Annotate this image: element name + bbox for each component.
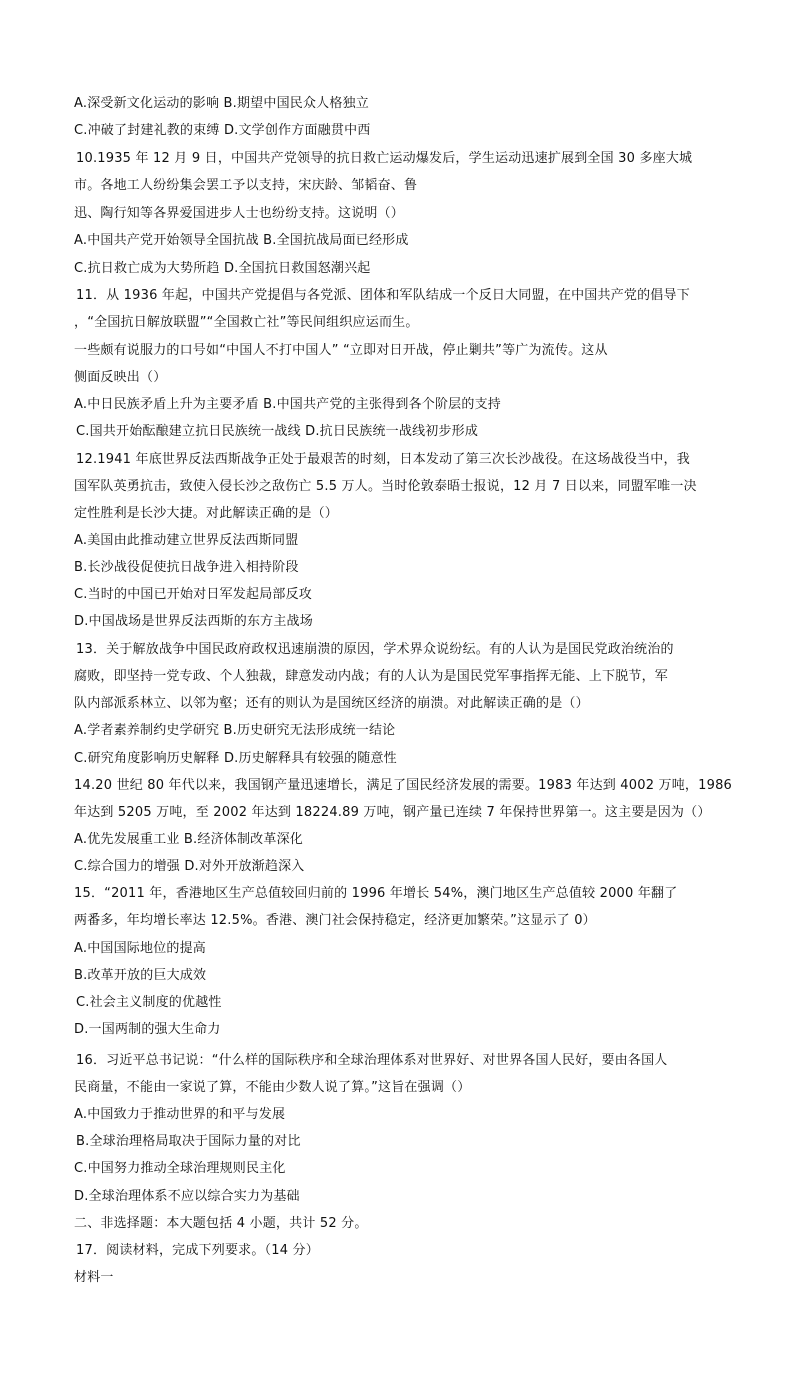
q13-options-cd: C.研究角度影响历史解释 D.历史解释具有较强的随意性 — [74, 751, 397, 766]
q12-stem-line-1: 12.1941 年底世界反法西斯战争正处于最艰苦的时刻，日本发动了第三次长沙战役。在这场战役当中，我 — [76, 452, 690, 467]
q11-stem-line-4: 侧面反映出（） — [74, 370, 167, 385]
material-one-label: 材料一 — [74, 1270, 114, 1285]
q15-option-c: C.社会主义制度的优越性 — [76, 995, 222, 1010]
q9-options-cd: C.冲破了封建礼教的束缚 D.文学创作方面融贯中西 — [74, 123, 371, 138]
q15-stem-line-2: 两番多，年均增长率达 12.5%。香港、澳门社会保持稳定，经济更加繁荣。”这显示了 0） — [74, 913, 596, 928]
q16-option-d: D.全球治理体系不应以综合实力为基础 — [74, 1189, 300, 1204]
q13-stem-line-3: 队内部派系林立、以邻为壑；还有的则认为是国统区经济的崩溃。对此解读正确的是（） — [74, 696, 589, 711]
q16-stem-line-1: 16．习近平总书记说：“什么样的国际秩序和全球治理体系对世界好、对世界各国人民好，要由各国人 — [76, 1053, 668, 1068]
q12-stem-line-3: 定性胜利是长沙大捷。对此解读正确的是（） — [74, 506, 339, 521]
q10-stem-line-2: 市。各地工人纷纷集会罢工予以支持，宋庆龄、邹韬奋、鲁 — [74, 178, 418, 193]
q16-option-c: C.中国努力推动全球治理规则民主化 — [74, 1161, 286, 1176]
q14-stem-line-2: 年达到 5205 万吨，至 2002 年达到 18224.89 万吨，钢产量已连续 7 年保持世界第一。这主要是因为（） — [74, 805, 711, 820]
q15-option-a: A.中国国际地位的提高 — [74, 941, 206, 956]
q15-stem-line-1: 15．“2011 年，香港地区生产总值较回归前的 1996 年增长 54%，澳门地区生产总值较 2000 年翻了 — [74, 886, 678, 901]
q12-stem-line-2: 国军队英勇抗击，致使入侵长沙之敌伤亡 5.5 万人。当时伦敦泰晤士报说，12 月 7 日以来，同盟军唯一决 — [74, 479, 697, 494]
q15-option-d: D.一国两制的强大生命力 — [74, 1022, 221, 1037]
q12-option-a: A.美国由此推动建立世界反法西斯同盟 — [74, 533, 299, 548]
q14-options-cd: C.综合国力的增强 D.对外开放渐趋深入 — [74, 859, 305, 874]
q14-options-ab: A.优先发展重工业 B.经济体制改革深化 — [74, 832, 303, 847]
q11-options-ab: A.中日民族矛盾上升为主要矛盾 B.中国共产党的主张得到各个阶层的支持 — [74, 397, 501, 412]
q16-stem-line-2: 民商量，不能由一家说了算，不能由少数人说了算。”这旨在强调（） — [74, 1080, 471, 1095]
q11-stem-line-2: ，“全国抗日解放联盟”“全国救亡社”等民间组织应运而生。 — [74, 315, 419, 330]
q11-stem-line-3: 一些颇有说服力的口号如“中国人不打中国人” “立即对日开战，停止剿共”等广为流传。这从 — [74, 343, 608, 358]
q12-option-b: B.长沙战役促使抗日战争进入相持阶段 — [74, 560, 299, 575]
q11-stem-line-1: 11．从 1936 年起，中国共产党提倡与各党派、团体和军队结成一个反日大同盟，在中国共产党的倡导下 — [76, 288, 690, 303]
section-two-heading: 二、非选择题：本大题包括 4 小题，共计 52 分。 — [74, 1216, 368, 1231]
q13-options-ab: A.学者素养制约史学研究 B.历史研究无法形成统一结论 — [74, 723, 396, 738]
q12-option-d: D.中国战场是世界反法西斯的东方主战场 — [74, 614, 313, 629]
q13-stem-line-2: 腐败，即坚持一党专政、个人独裁，肆意发动内战；有的人认为是国民党军事指挥无能、上下脱节，军 — [74, 669, 669, 684]
q16-option-b: B.全球治理格局取决于国际力量的对比 — [76, 1134, 301, 1149]
q9-options-ab: A.深受新文化运动的影响 B.期望中国民众人格独立 — [74, 96, 369, 111]
q13-stem-line-1: 13．关于解放战争中国民政府政权迅速崩溃的原因，学术界众说纷纭。有的人认为是国民党政治统治的 — [76, 642, 674, 657]
q11-options-cd: C.国共开始酝酿建立抗日民族统一战线 D.抗日民族统一战线初步形成 — [76, 424, 479, 439]
q12-option-c: C.当时的中国已开始对日军发起局部反攻 — [74, 587, 313, 602]
q16-option-a: A.中国致力于推动世界的和平与发展 — [74, 1107, 286, 1122]
q17-stem: 17．阅读材料，完成下列要求。（14 分） — [76, 1243, 319, 1258]
q10-stem-line-1: 10.1935 年 12 月 9 日，中国共产党领导的抗日救亡运动爆发后，学生运动迅速扩展到全国 30 多座大城 — [76, 151, 693, 166]
q10-options-cd: C.抗日救亡成为大势所趋 D.全国抗日救国怒潮兴起 — [74, 261, 371, 276]
q15-option-b: B.改革开放的巨大成效 — [74, 968, 207, 983]
q14-stem-line-1: 14.20 世纪 80 年代以来，我国钢产量迅速增长，满足了国民经济发展的需要。1983 年达到 4002 万吨，1986 — [74, 778, 733, 793]
q10-stem-line-3: 迅、陶行知等各界爱国进步人士也纷纷支持。这说明（） — [74, 206, 405, 221]
q10-options-ab: A.中国共产党开始领导全国抗战 B.全国抗战局面已经形成 — [74, 233, 409, 248]
